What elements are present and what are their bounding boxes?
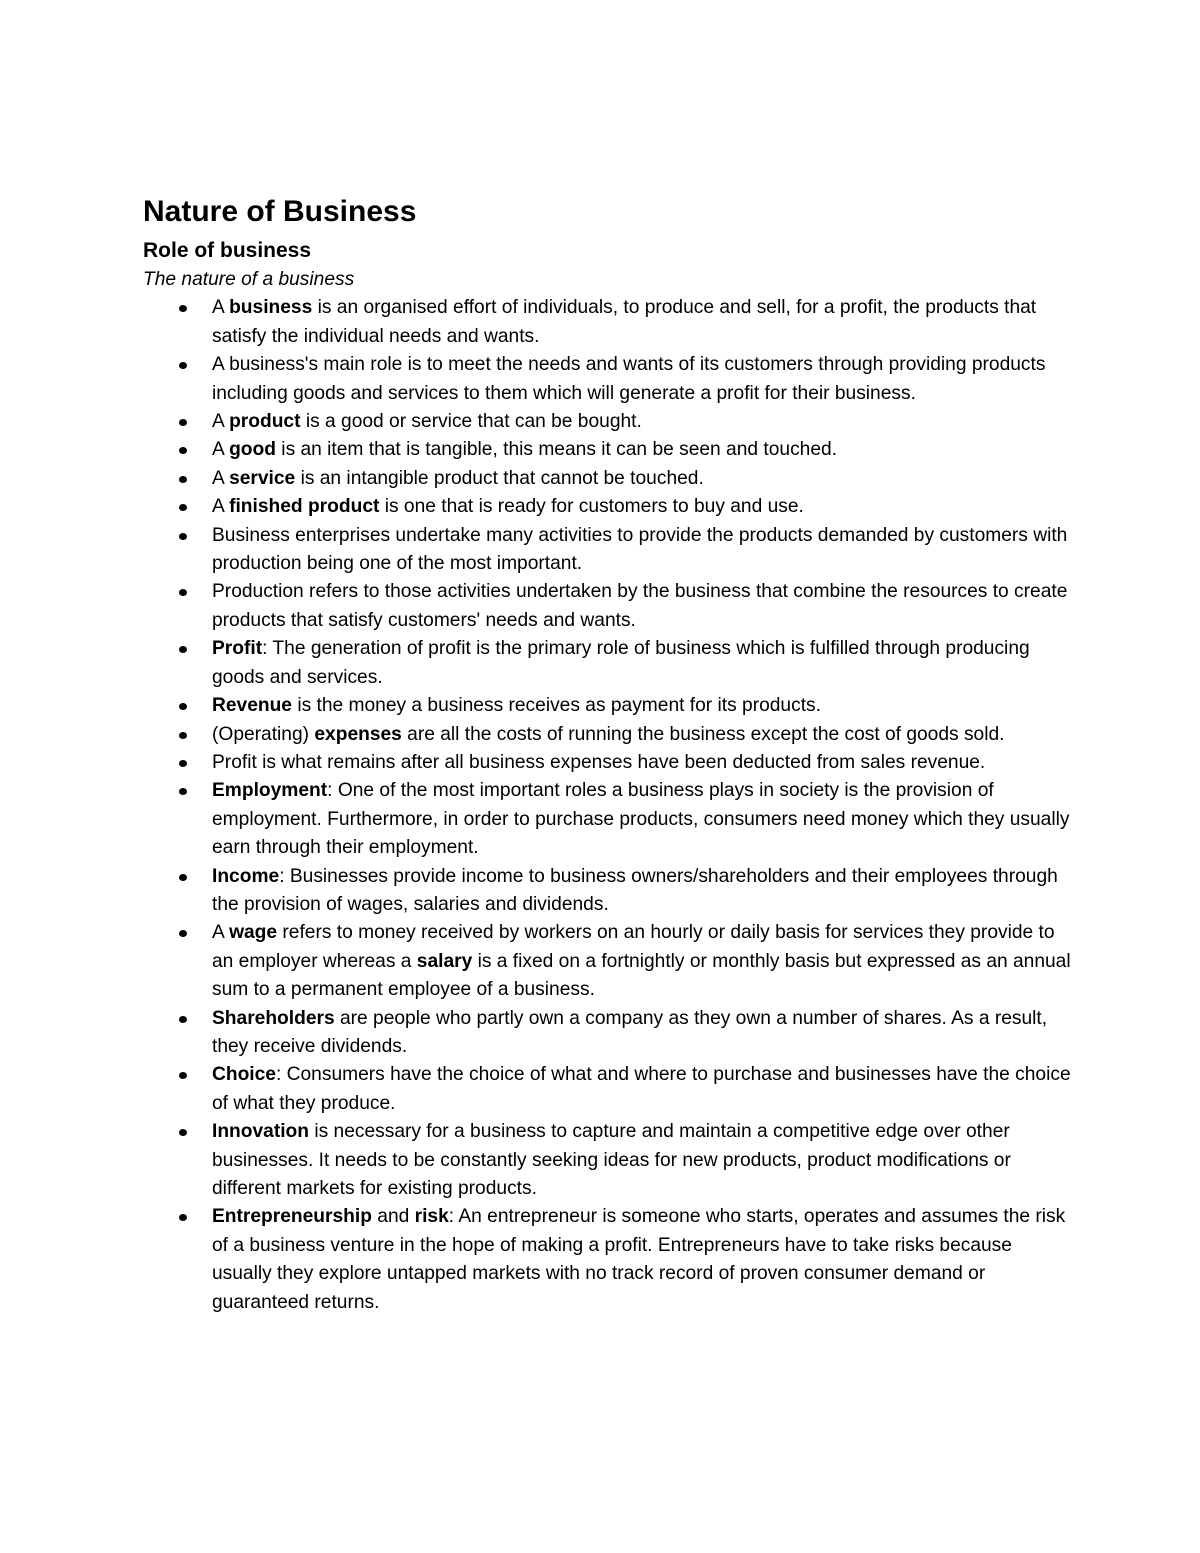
bullet-dot-icon (179, 419, 187, 426)
bold-term: finished product (229, 496, 380, 518)
list-item (212, 863, 1072, 920)
bullet-dot-icon (179, 930, 187, 937)
list-item-text: A business's main role is to meet the needs and wants of its customers through providing products including goods and services to them which will generate a profit for their business. (212, 354, 1046, 404)
list-item (212, 777, 1072, 862)
list-item-text: A (212, 439, 230, 461)
bullet-dot-icon (179, 732, 187, 739)
list-item-text: Business enterprises undertake many activities to provide the products demanded by customers with production being one of the most important. (212, 524, 1068, 575)
list-item-text: is the money a business receives as payment for its products. (291, 695, 821, 717)
list-item-text: is necessary for a business to capture and maintain a competitive edge over other businesses. It needs to be constantly seeking ideas for new products, product modifications or different markets for existing products. (212, 1121, 1011, 1199)
bullet-dot-icon (179, 362, 187, 369)
bullet-dot-icon (179, 589, 187, 596)
list-item-text: : Consumers have the choice of what and where to purchase and businesses have the choice of what they produce. (212, 1064, 1071, 1114)
bullet-dot-icon (179, 1214, 187, 1221)
list-item (212, 1061, 1072, 1118)
bullet-dot-icon (179, 1129, 187, 1136)
list-item (212, 522, 1072, 579)
list-item-text: is a good or service that can be bought. (300, 411, 642, 433)
bold-term: risk (414, 1206, 449, 1228)
document-title: Nature of Business (143, 195, 417, 228)
list-item-text: is an organised effort of individuals, to produce and sell, for a profit, the products that satisfy the individual needs and wants. (212, 297, 1037, 347)
bullet-dot-icon (179, 703, 187, 710)
bullet-dot-icon (179, 760, 187, 767)
bold-term: product (229, 411, 301, 433)
list-item (212, 408, 1072, 436)
list-item-text: is a fixed on a fortnightly or monthly basis but expressed as an annual sum to a permanent employee of a business. (212, 950, 1071, 1001)
bold-term: Choice (212, 1064, 276, 1086)
bold-term: salary (416, 950, 473, 972)
bullet-dot-icon (179, 1016, 187, 1023)
bullet-dot-icon (179, 788, 187, 795)
bold-term: Revenue (212, 695, 292, 717)
bullet-dot-icon (179, 646, 187, 653)
list-item-text: A (212, 297, 230, 319)
list-item (212, 1005, 1072, 1062)
list-item-text: A (212, 922, 230, 944)
list-item (212, 1118, 1072, 1203)
bullet-dot-icon (179, 447, 187, 454)
bold-term: expenses (314, 723, 402, 745)
list-item (212, 635, 1072, 692)
list-item-text: is an item that is tangible, this means it can be seen and touched. (275, 439, 838, 461)
list-item (212, 1203, 1072, 1317)
list-item (212, 465, 1072, 493)
list-item-text: : One of the most important roles a business plays in society is the provision of employment. Furthermore, in order to purchase products, consumers need money which they usually earn through their employment. (212, 780, 1070, 859)
bold-term: Employment (212, 780, 328, 802)
list-item (212, 919, 1072, 1004)
list-item (212, 721, 1072, 749)
list-item-text: is an intangible product that cannot be touched. (295, 467, 704, 489)
bullet-dot-icon (179, 476, 187, 483)
list-item-text: A (212, 411, 230, 433)
list-item-text: are people who partly own a company as they own a number of shares. As a result, they receive dividends. (212, 1007, 1048, 1057)
document-page (143, 193, 1103, 1317)
bold-term: wage (229, 922, 278, 944)
list-item (212, 692, 1072, 720)
bold-term: Profit (212, 638, 263, 660)
list-item-text: is one that is ready for customers to buy and use. (379, 496, 804, 518)
list-item-text: A (212, 467, 230, 489)
bold-term: good (229, 439, 276, 461)
list-item-text: Profit is what remains after all business expenses have been deducted from sales revenue. (212, 751, 986, 773)
bullet-dot-icon (179, 874, 187, 881)
list-item (212, 351, 1072, 408)
list-item-text: and (371, 1206, 415, 1228)
list-item (212, 294, 1072, 351)
bold-term: Innovation (212, 1121, 309, 1143)
list-item-text: : The generation of profit is the primary role of business which is fulfilled through producing goods and services. (212, 638, 1030, 688)
list-item (212, 436, 1072, 464)
bold-term: Income (212, 865, 280, 887)
bullet-list (143, 294, 1072, 1317)
bullet-dot-icon (179, 305, 187, 312)
list-item-text: Production refers to those activities undertaken by the business that combine the resources to create products that satisfy customers' needs and wants. (212, 581, 1068, 631)
bold-term: Shareholders (212, 1007, 335, 1029)
list-item (212, 493, 1072, 521)
list-item (212, 749, 1072, 777)
bold-term: business (229, 297, 313, 319)
list-item-text: are all the costs of running the business except the cost of goods sold. (401, 723, 1005, 745)
bullet-dot-icon (179, 504, 187, 511)
list-item-text: refers to money received by workers on an hourly or daily basis for services they provide to an employer whereas a (212, 922, 1055, 972)
bullet-dot-icon (179, 1072, 187, 1079)
list-item-text: : An entrepreneur is someone who starts, operates and assumes the risk of a business venture in the hope of making a profit. Entrepreneurs have to take risks because usually they explore untapped markets with no track record of proven consumer demand or guaranteed returns. (212, 1206, 1066, 1313)
bullet-dot-icon (179, 533, 187, 540)
subheading: The nature of a business (143, 269, 355, 290)
bold-term: Entrepreneurship (212, 1206, 372, 1228)
list-item (212, 578, 1072, 635)
section-heading: Role of business (143, 239, 312, 262)
list-item-text: (Operating) (212, 723, 315, 745)
list-item-text: : Businesses provide income to business owners/shareholders and their employees through the provision of wages, salaries and dividends. (212, 865, 1058, 915)
bold-term: service (229, 467, 296, 489)
list-item-text: A (212, 496, 230, 518)
